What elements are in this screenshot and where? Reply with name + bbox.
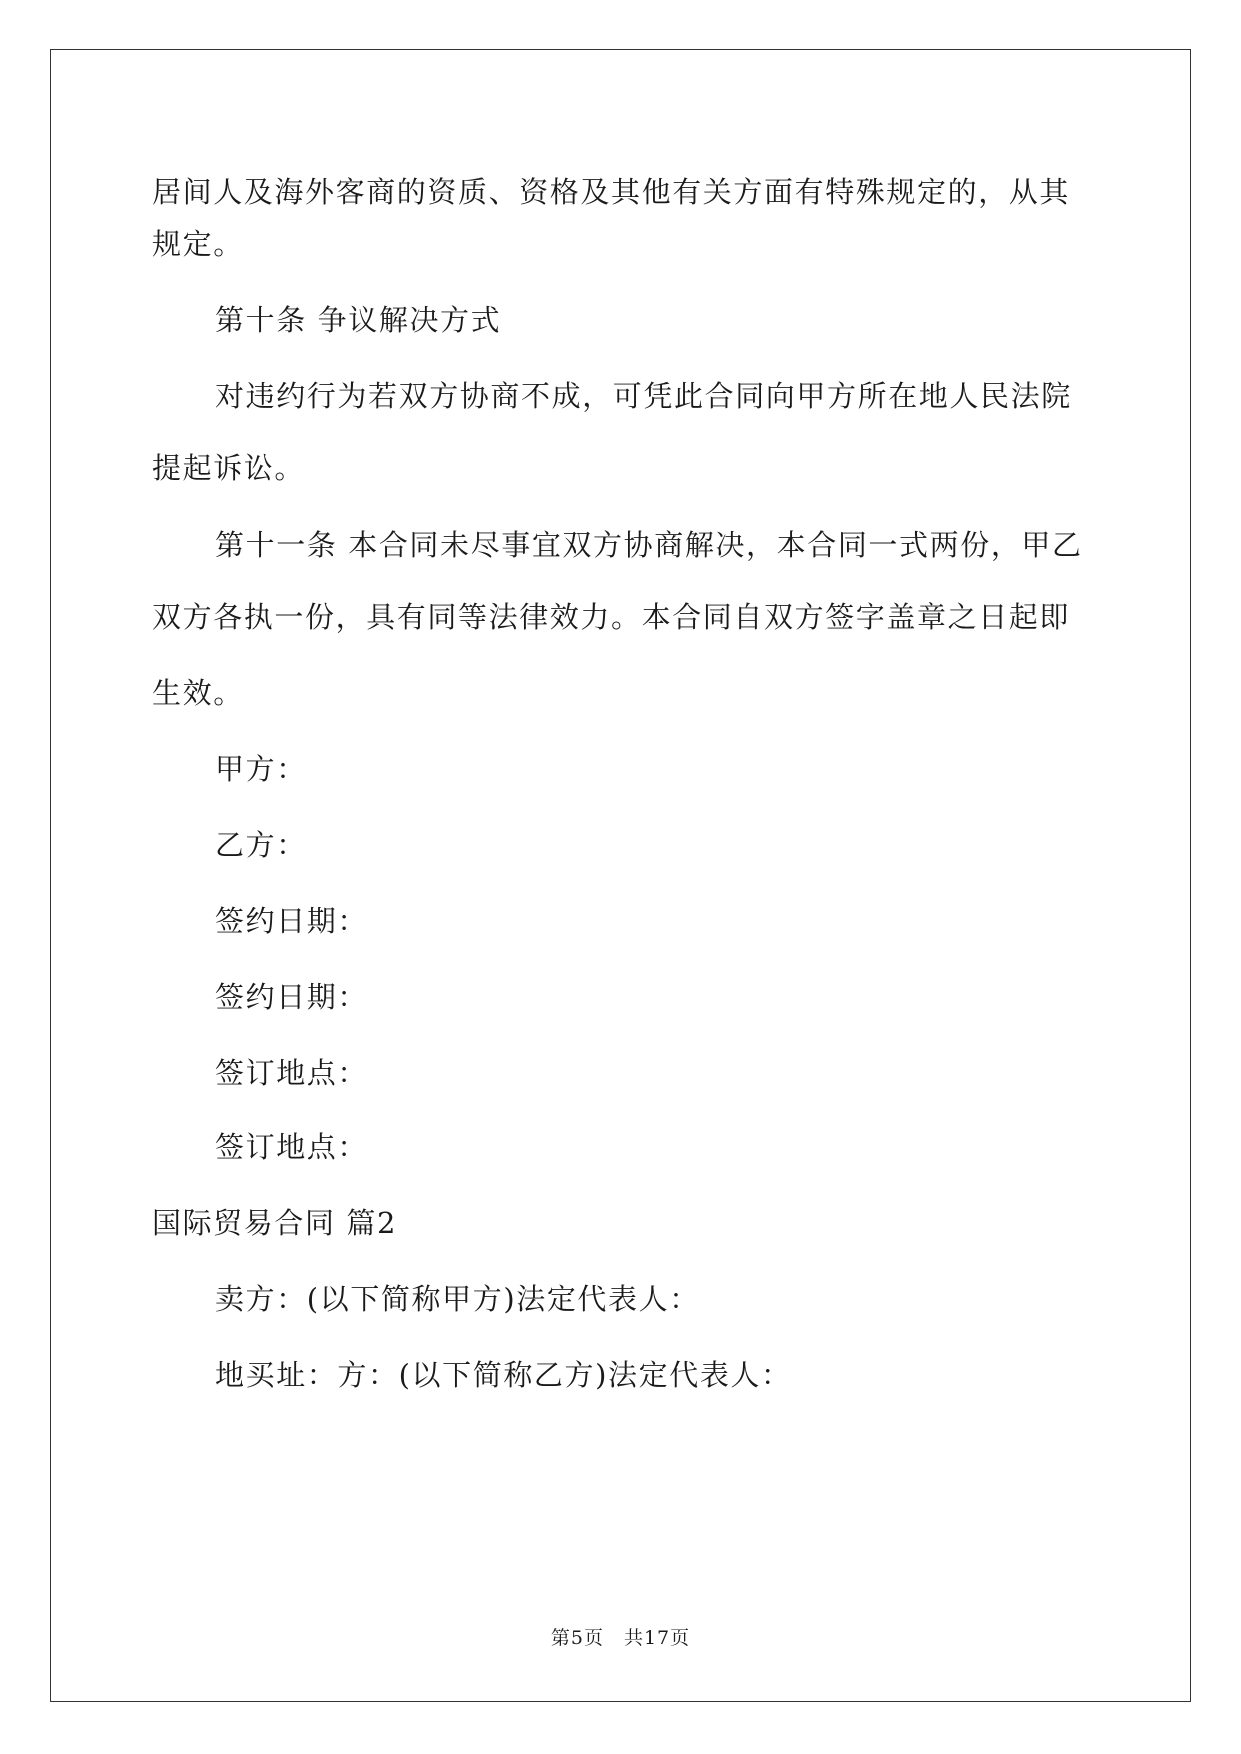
page-number: 第5页 共17页 [550,1627,691,1649]
section-title: 国际贸易合同 篇2 [152,1206,398,1240]
buyer-line: 地买址：方：(以下简称乙方)法定代表人： [215,1358,792,1392]
party-b-label: 乙方： [215,828,307,862]
signing-date-label: 签约日期： [215,980,369,1014]
party-a-label: 甲方： [215,752,307,786]
text-line: 居间人及海外客商的资质、资格及其他有关方面有特殊规定的，从其 [152,175,1071,209]
text-line: 提起诉讼。 [152,451,306,485]
seller-line: 卖方：(以下简称甲方)法定代表人： [215,1282,700,1316]
article-heading: 第十条 争议解决方式 [215,303,502,337]
signing-place-label: 签订地点： [215,1056,369,1090]
text-line: 规定。 [152,227,244,261]
signing-date-label: 签约日期： [215,904,369,938]
signing-place-label: 签订地点： [215,1130,369,1164]
text-line: 生效。 [152,676,244,710]
text-line: 双方各执一份，具有同等法律效力。本合同自双方签字盖章之日起即 [152,600,1071,634]
page-border [50,49,1191,1702]
text-line: 第十一条 本合同未尽事宜双方协商解决，本合同一式两份，甲乙 [215,528,1083,562]
text-line: 对违约行为若双方协商不成，可凭此合同向甲方所在地人民法院 [215,379,1072,413]
